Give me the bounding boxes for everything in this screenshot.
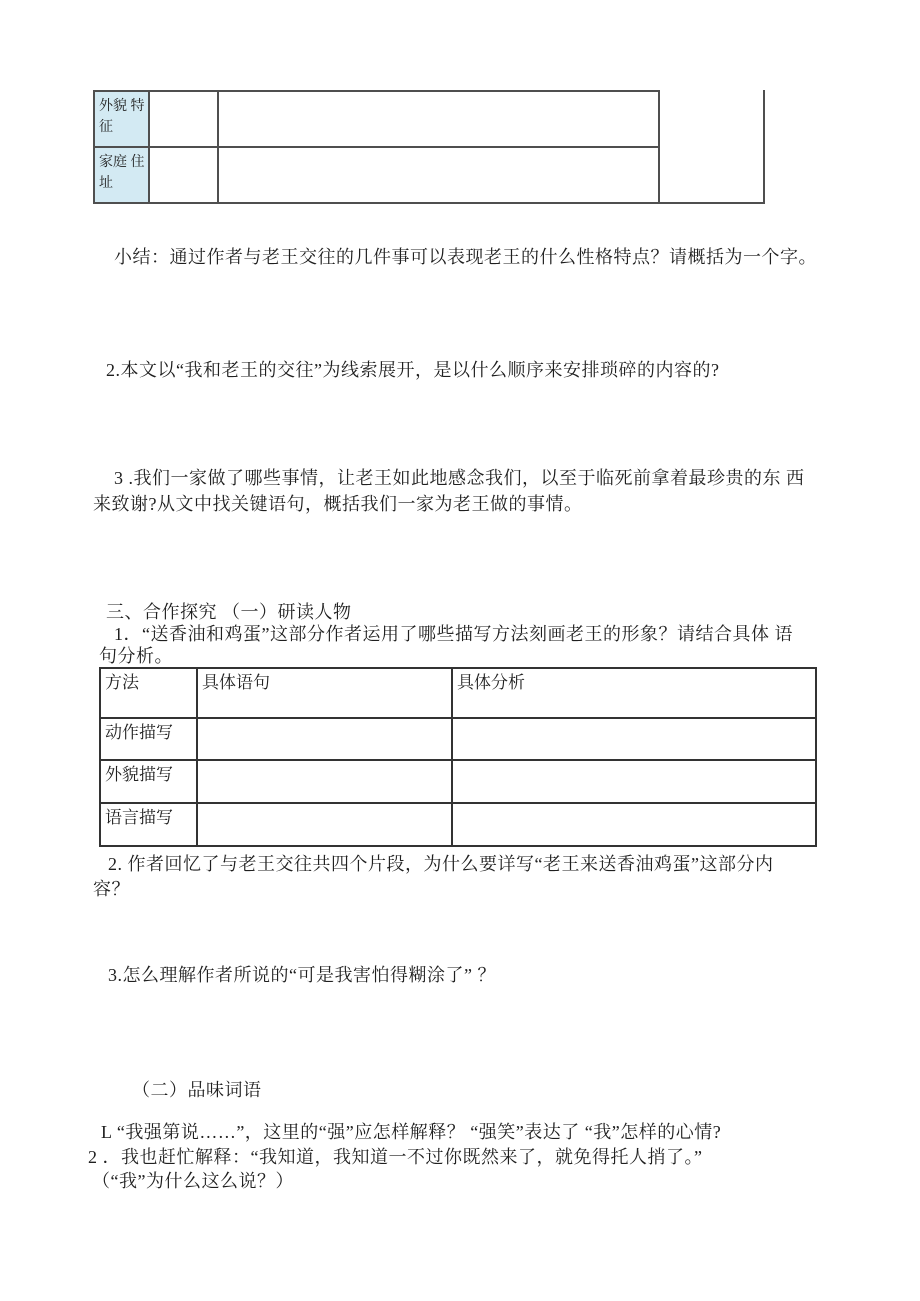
row-label-appearance-description: 外貌描写 — [99, 759, 196, 802]
row-label-action-description: 动作描写 — [99, 717, 196, 759]
answer-cell[interactable] — [148, 146, 217, 204]
question-2-text: 2.本文以“我和老王的交往”为线索展开，是以什么顺序来安排琐碎的内容的? — [106, 360, 720, 380]
answer-cell-merged[interactable] — [658, 90, 765, 204]
profile-label-appearance — [93, 90, 148, 146]
answer-cell[interactable] — [451, 717, 817, 759]
summary-question-text: 小结：通过作者与老王交往的几件事可以表现老王的什么性格特点？请概括为一个字。 — [114, 247, 817, 267]
question-3-text-line1: 3 .我们一家做了哪些事情，让老王如此地感念我们，以至于临死前拿着最珍贵的东 西 — [114, 468, 805, 488]
section-heading-cooperative-inquiry: 三、合作探究 （一）研读人物 — [106, 602, 352, 622]
inquiry-question-1-line1: 1．“送香油和鸡蛋”这部分作者运用了哪些描写方法刻画老王的形象？请结合具体 语 — [114, 624, 793, 644]
column-header-analysis: 具体分析 — [451, 667, 817, 717]
row-label-language-description: 语言描写 — [99, 802, 196, 847]
section-heading-taste-words: （二）品味词语 — [132, 1080, 262, 1100]
word-question-2-text: 2 ．我也赶忙解释：“我知道，我知道一不过你既然来了，就免得托人捎了。” — [88, 1147, 703, 1167]
word-question-2-note: （“我”为什么这么说？） — [92, 1171, 294, 1191]
answer-cell[interactable] — [148, 90, 217, 146]
column-header-sentence: 具体语句 — [196, 667, 451, 717]
answer-cell[interactable] — [196, 759, 451, 802]
answer-cell[interactable] — [196, 802, 451, 847]
answer-cell[interactable] — [451, 759, 817, 802]
profile-table — [93, 90, 765, 204]
label-line: 外貌 特 — [99, 99, 145, 114]
label-line: 征 — [99, 120, 113, 135]
word-question-1-text: L “我强第说……”，这里的“强”应怎样解释？ “强笑”表达了 “我”怎样的心情? — [101, 1122, 722, 1142]
answer-cell[interactable] — [196, 717, 451, 759]
answer-cell[interactable] — [217, 90, 658, 146]
inquiry-question-2-line1: 2. 作者回忆了与老王交往共四个片段，为什么要详写“老王来送香油鸡蛋”这部分内 — [108, 854, 774, 874]
description-methods-table — [99, 667, 817, 847]
label-line: 址 — [99, 176, 113, 191]
label-line: 家庭 住 — [99, 155, 145, 170]
question-3-text-line2: 来致谢?从文中找关键语句，概括我们一家为老王做的事情。 — [93, 494, 583, 514]
answer-cell[interactable] — [217, 146, 658, 204]
inquiry-question-3-text: 3.怎么理解作者所说的“可是我害怕得糊涂了” ？ — [108, 965, 496, 985]
profile-label-address — [93, 146, 148, 204]
column-header-method: 方法 — [99, 667, 196, 717]
answer-cell[interactable] — [451, 802, 817, 847]
inquiry-question-1-line2: 句分析。 — [99, 646, 173, 666]
inquiry-question-2-line2: 容？ — [93, 879, 130, 899]
